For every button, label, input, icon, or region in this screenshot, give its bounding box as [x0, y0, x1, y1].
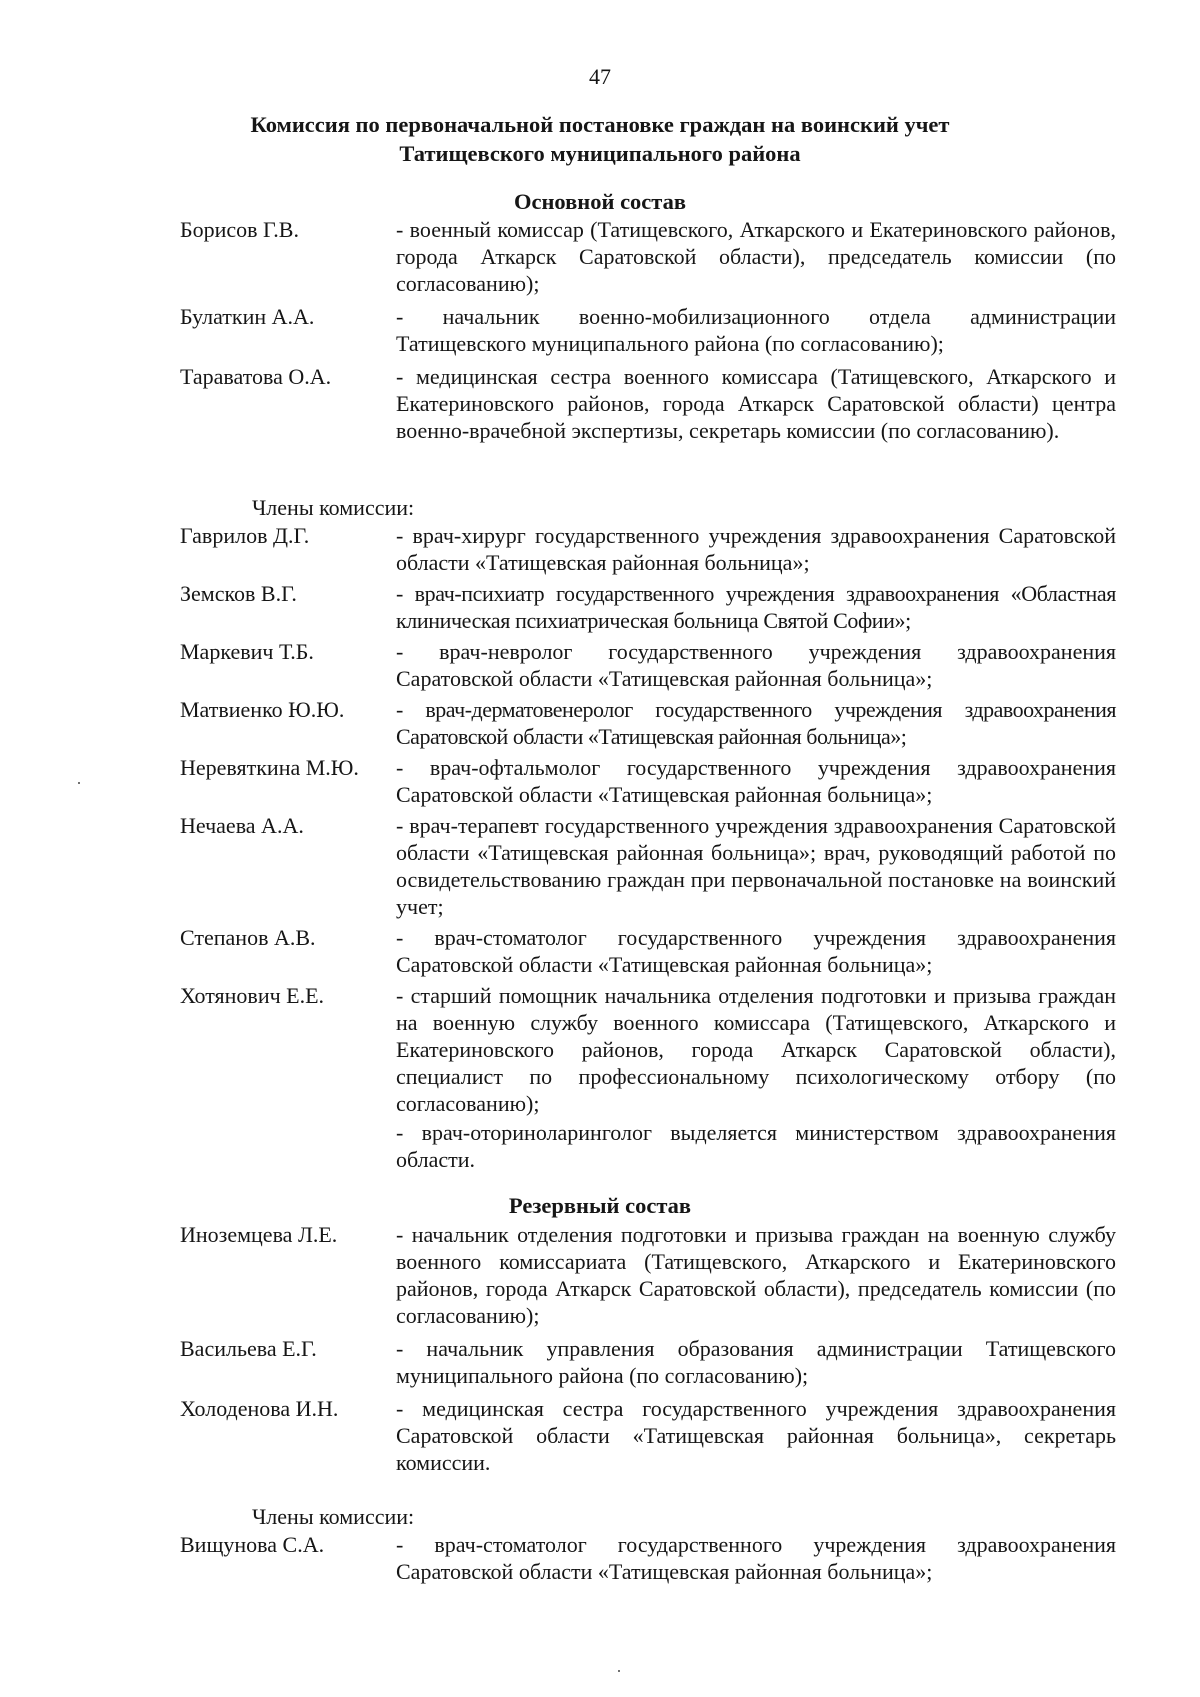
member-name: Борисов Г.В. — [180, 217, 299, 242]
member-role: - врач-дерматовенеролог государственного учреждения здравоохранения Саратовской области «Татищевская районная больница»; — [396, 697, 1116, 749]
member-role: - врач-хирург государственного учреждения здравоохранения Саратовской области «Татищевская районная больница»; — [396, 523, 1116, 575]
list-item — [0, 580, 1200, 634]
member-name: Иноземцева Л.Е. — [180, 1222, 338, 1247]
list-item — [0, 522, 1200, 576]
member-role: - врач-психиатр государственного учреждения здравоохранения «Областная клиническая психиатрическая больница Святой Софии»; — [396, 581, 1116, 633]
member-role: - врач-стоматолог государственного учреждения здравоохранения Саратовской области «Татищевская районная больница»; — [396, 1532, 1116, 1584]
main-members-list — [0, 522, 1200, 1173]
member-name: Хотянович Е.Е. — [180, 983, 325, 1008]
member-role: - медицинская сестра государственного учреждения здравоохранения Саратовской области «Татищевская районная больница», секретарь комиссии. — [396, 1396, 1116, 1475]
member-name: Тараватова О.А. — [180, 364, 332, 389]
member-name: Нечаева А.А. — [180, 813, 304, 838]
member-name: Земсков В.Г. — [180, 581, 297, 606]
main-members-label: Члены комиссии: — [252, 495, 415, 520]
list-item — [0, 1335, 1200, 1389]
member-role: - начальник управления образования администрации Татищевского муниципального района (по согласованию); — [396, 1336, 1116, 1388]
reserve-members-label: Члены комиссии: — [252, 1504, 415, 1529]
list-item — [0, 812, 1200, 920]
member-role: - старший помощник начальника отделения подготовки и призыва граждан на военную службу военного комиссара (Татищевского, Аткарского и Екатериновского районов, города Аткарск Саратовской области), специалист по профессиональному психологическому отбору (по согласованию); — [396, 983, 1116, 1116]
list-item — [0, 696, 1200, 750]
member-role: - врач-стоматолог государственного учреждения здравоохранения Саратовской области «Татищевская районная больница»; — [396, 925, 1116, 977]
member-role: - начальник военно-мобилизационного отдела администрации Татищевского муниципального района (по согласованию); — [396, 304, 1116, 356]
main-composition-heading: Основной состав — [513, 189, 687, 214]
scan-speck — [78, 782, 80, 784]
member-name: Булаткин А.А. — [180, 304, 315, 329]
member-name: Матвиенко Ю.Ю. — [180, 697, 345, 722]
member-name: Вищунова С.А. — [180, 1532, 325, 1557]
reserve-members-list — [0, 1531, 1200, 1585]
title-line-1: Комиссия по первоначальной постановке граждан на воинский учет — [250, 112, 950, 137]
member-name: Васильева Е.Г. — [180, 1336, 317, 1361]
list-item — [0, 1395, 1200, 1476]
list-item — [0, 1221, 1200, 1329]
member-role: - врач-оториноларинголог выделяется министерством здравоохранения области. — [396, 1120, 1116, 1172]
member-role: - врач-терапевт государственного учреждения здравоохранения Саратовской области «Татищевская районная больница»; врач, руководящий работой по освидетельствованию граждан при первоначальной постановке на воинский учет; — [396, 813, 1116, 919]
member-name: Маркевич Т.Б. — [180, 639, 314, 664]
title-line-2: Татищевского муниципального района — [399, 141, 801, 166]
list-item — [0, 982, 1200, 1117]
reserve-leaders-list — [0, 1221, 1200, 1476]
member-role: - военный комиссар (Татищевского, Аткарского и Екатериновского районов, города Аткарск Саратовской области), председатель комиссии (по согласованию); — [396, 217, 1116, 296]
list-item — [0, 638, 1200, 692]
list-item — [0, 1119, 1200, 1173]
member-name: Гаврилов Д.Г. — [180, 523, 310, 548]
reserve-composition-heading: Резервный состав — [508, 1193, 692, 1218]
member-role: - врач-офтальмолог государственного учреждения здравоохранения Саратовской области «Татищевская районная больница»; — [396, 755, 1116, 807]
main-leaders-list — [0, 216, 1200, 444]
member-name: Неревяткина М.Ю. — [180, 755, 359, 780]
list-item — [0, 754, 1200, 808]
page-number: 47 — [589, 64, 611, 89]
member-role: - медицинская сестра военного комиссара (Татищевского, Аткарского и Екатериновского районов, города Аткарск Саратовской области) центра военно-врачебной экспертизы, секретарь комиссии (по согласованию). — [396, 364, 1116, 443]
member-role: - врач-невролог государственного учреждения здравоохранения Саратовской области «Татищевская районная больница»; — [396, 639, 1116, 691]
scan-speck — [618, 1670, 620, 1672]
list-item — [0, 216, 1200, 297]
list-item — [0, 303, 1200, 357]
member-name: Холоденова И.Н. — [180, 1396, 339, 1421]
member-name: Степанов А.В. — [180, 925, 316, 950]
list-item — [0, 363, 1200, 444]
list-item — [0, 924, 1200, 978]
list-item — [0, 1531, 1200, 1585]
member-role: - начальник отделения подготовки и призыва граждан на военную службу военного комиссариата (Татищевского, Аткарского и Екатериновского районов, города Аткарск Саратовской области), председатель комиссии (по согласованию); — [396, 1222, 1116, 1328]
document-title — [0, 110, 1200, 168]
